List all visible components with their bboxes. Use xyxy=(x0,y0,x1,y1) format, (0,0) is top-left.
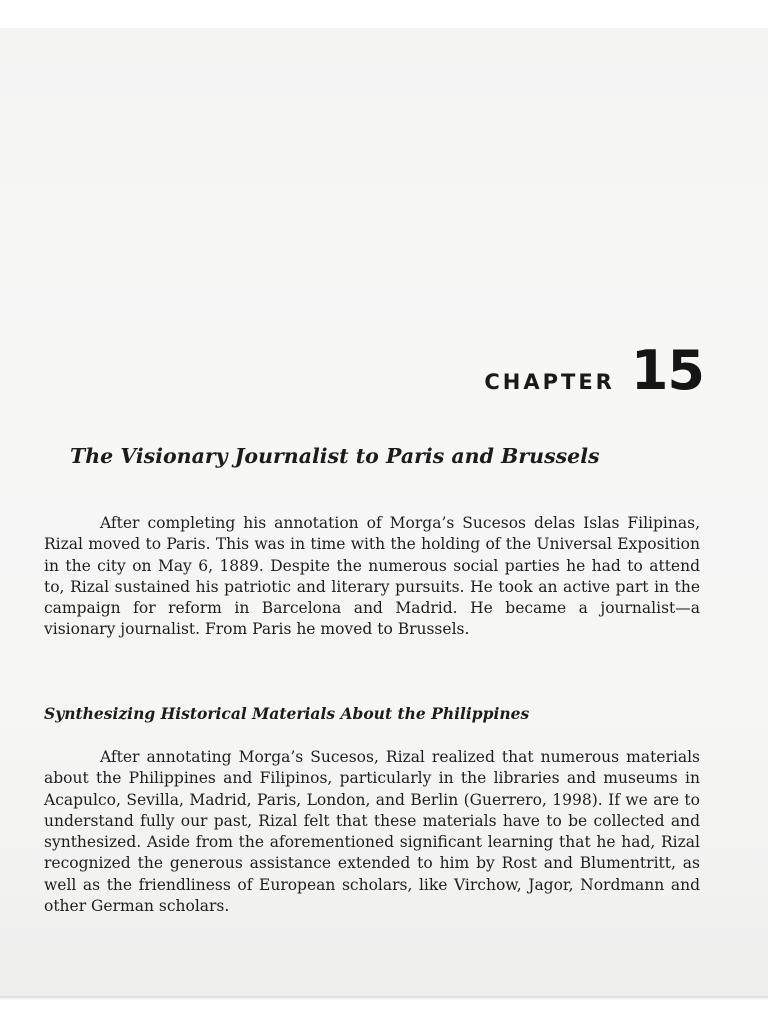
section-paragraph: After annotating Morga’s Sucesos, Rizal realized that numerous materials about the Philippines and Filipinos, particularly in the libraries and museums in Acapulco, Sevilla, Madrid, Paris, London, and Berlin (Guerrero, 1998). If we are to understand fully our past, Rizal felt that these materials have to be collected and synthesized. Aside from the aforementioned significant learning that he had, Rizal recognized the generous assistance extended to him by Rost and Blumentritt, as well as the friendliness of European scholars, like Virchow, Jagor, Nordmann and other German scholars. xyxy=(44,748,700,916)
intro-paragraph: After completing his annotation of Morga’s Sucesos delas Islas Filipinas, Rizal moved to Paris. This was in time with the holding of the Universal Exposition in the city on May 6, 1889. Despite the numerous social parties he had to attend to, Rizal sustained his patriotic and literary pursuits. He took an active part in the campaign for reform in Barcelona and Madrid. He became a journalist—a visionary journalist. From Paris he moved to Brussels. xyxy=(44,514,700,639)
chapter-number: 15 xyxy=(630,339,704,402)
page-edge-shadow xyxy=(0,996,768,1000)
chapter-title: The Visionary Journalist to Paris and Brussels xyxy=(70,444,600,468)
chapter-label: CHAPTER xyxy=(484,370,615,394)
section-heading: Synthesizing Historical Materials About the Philippines xyxy=(44,704,530,723)
chapter-heading xyxy=(484,339,704,402)
